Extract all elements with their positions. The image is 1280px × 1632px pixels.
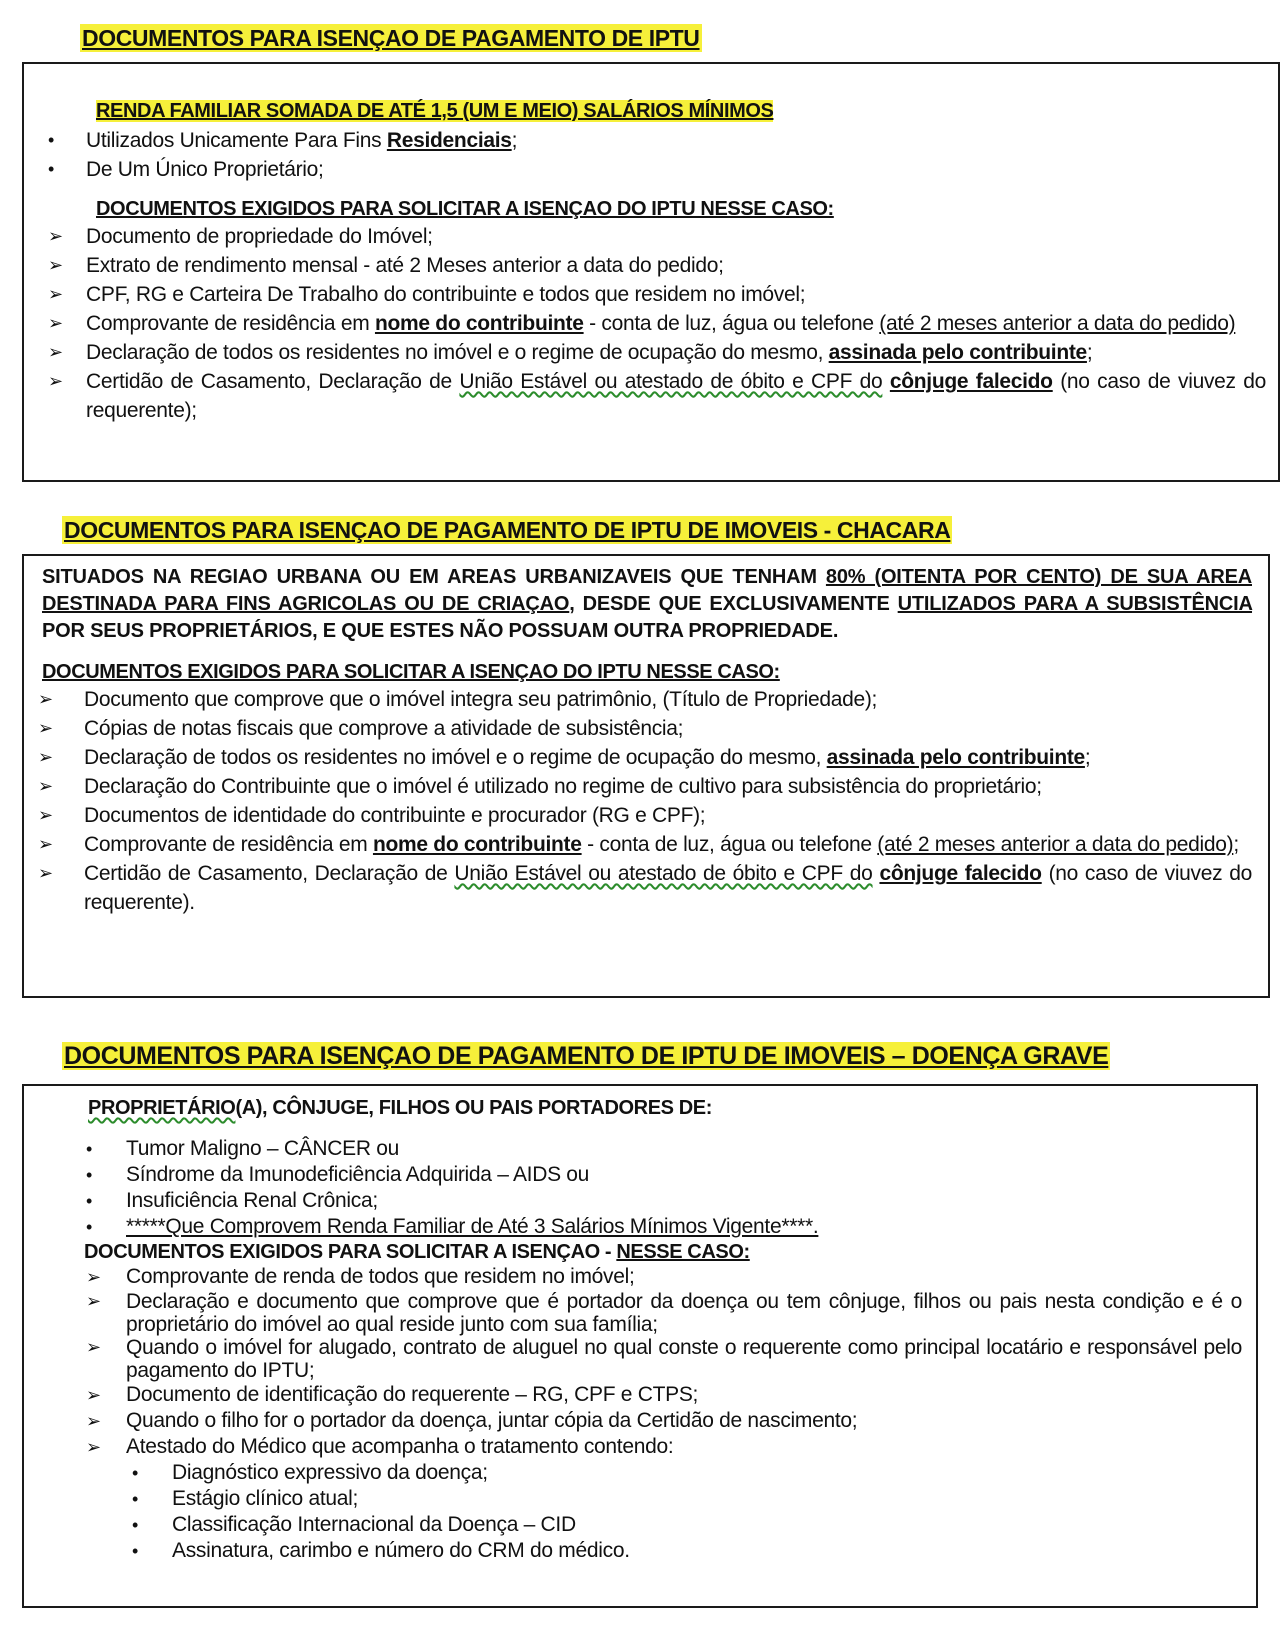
bullet-icon: • bbox=[132, 1463, 139, 1483]
list-item: • *****Que Comprovem Renda Familiar de Até 3 Salários Mínimos Vigente****. bbox=[86, 1215, 819, 1238]
list-item: • Classificação Internacional da Doença – CID bbox=[132, 1513, 576, 1536]
arrow-icon: ➢ bbox=[86, 1337, 101, 1357]
list-item: ➢ Comprovante de residência em nome do contribuinte - conta de luz, água ou telefone (até 2 meses anterior a data do pedido); bbox=[24, 830, 1252, 859]
section3-atestado-items bbox=[24, 1460, 1242, 1564]
list-item: ➢ Comprovante de residência em nome do contribuinte - conta de luz, água ou telefone (até 2 meses anterior a data do pedido) bbox=[36, 309, 1266, 338]
section2-title: DOCUMENTOS PARA ISENÇAO DE PAGAMENTO DE IPTU DE IMOVEIS - CHACARA bbox=[64, 517, 951, 543]
section3-conditions bbox=[24, 1136, 1242, 1240]
arrow-icon: ➢ bbox=[48, 226, 63, 246]
bullet-icon: • bbox=[86, 1139, 93, 1159]
arrow-icon: ➢ bbox=[38, 747, 53, 767]
arrow-icon: ➢ bbox=[86, 1291, 101, 1311]
list-item: ➢ Comprovante de renda de todos que residem no imóvel; bbox=[86, 1265, 635, 1288]
arrow-icon: ➢ bbox=[86, 1411, 101, 1431]
list-item: • Insuficiência Renal Crônica; bbox=[86, 1189, 378, 1212]
arrow-icon: ➢ bbox=[86, 1267, 101, 1287]
arrow-icon: ➢ bbox=[38, 776, 53, 796]
bullet-icon: • bbox=[86, 1217, 93, 1237]
list-item: ➢ CPF, RG e Carteira De Trabalho do contribuinte e todos que residem no imóvel; bbox=[36, 280, 1266, 309]
section1-subtitle: RENDA FAMILIAR SOMADA DE ATÉ 1,5 (UM E MEIO) SALÁRIOS MÍNIMOS bbox=[96, 100, 774, 122]
arrow-icon: ➢ bbox=[48, 284, 63, 304]
bullet-icon: • bbox=[132, 1541, 139, 1561]
arrow-icon: ➢ bbox=[38, 718, 53, 738]
section3-heading: PROPRIETÁRIO(A), CÔNJUGE, FILHOS OU PAIS PORTADORES DE: bbox=[88, 1097, 712, 1119]
arrow-icon: ➢ bbox=[48, 313, 63, 333]
section1-docs-heading: DOCUMENTOS EXIGIDOS PARA SOLICITAR A ISENÇAO DO IPTU NESSE CASO: bbox=[96, 198, 834, 220]
section2-box bbox=[22, 554, 1270, 998]
list-item: ➢ Extrato de rendimento mensal - até 2 Meses anterior a data do pedido; bbox=[36, 251, 1266, 280]
list-item: ➢ Certidão de Casamento, Declaração de União Estável ou atestado de óbito e CPF do cônjuge falecido (no caso de viuvez do requerente); bbox=[36, 367, 1266, 425]
list-item: ➢ Certidão de Casamento, Declaração de União Estável ou atestado de óbito e CPF do cônjuge falecido (no caso de viuvez do requerente). bbox=[24, 859, 1252, 917]
list-item: • Síndrome da Imunodeficiência Adquirida – AIDS ou bbox=[86, 1163, 590, 1186]
arrow-icon: ➢ bbox=[48, 371, 63, 391]
arrow-icon: ➢ bbox=[38, 689, 53, 709]
bullet-icon: • bbox=[86, 1165, 93, 1185]
section3-docs bbox=[24, 1264, 1242, 1460]
arrow-icon: ➢ bbox=[38, 863, 53, 883]
arrow-icon: ➢ bbox=[86, 1385, 101, 1405]
list-item: ➢ Documento de identificação do requerente – RG, CPF e CTPS; bbox=[86, 1383, 699, 1406]
section1-box bbox=[22, 62, 1280, 482]
arrow-icon: ➢ bbox=[38, 834, 53, 854]
section2-intro: SITUADOS NA REGIAO URBANA OU EM AREAS URBANIZAVEIS QUE TENHAM 80% (OITENTA POR CENTO) DE SUA AREA DESTINADA PARA FINS AGRICOLAS OU DE CRIAÇAO, DESDE QUE EXCLUSIVAMENTE UTILIZADOS PARA A SUBSISTÊNCIA POR SEUS PROPRIETÁRIOS, E QUE ESTES NÃO POSSUAM OUTRA PROPRIEDADE. bbox=[42, 566, 1253, 642]
list-item: ➢ Quando o filho for o portador da doença, juntar cópia da Certidão de nascimento; bbox=[86, 1409, 858, 1432]
list-item: ➢ Atestado do Médico que acompanha o tratamento contendo: bbox=[86, 1435, 674, 1458]
section1-docs bbox=[36, 222, 1266, 425]
section3-box bbox=[22, 1084, 1258, 1608]
list-item: ➢ Cópias de notas fiscais que comprove a atividade de subsistência; bbox=[24, 714, 1252, 743]
arrow-icon: ➢ bbox=[86, 1437, 101, 1457]
arrow-icon: ➢ bbox=[48, 342, 63, 362]
list-item: ➢ Declaração de todos os residentes no imóvel e o regime de ocupação do mesmo, assinada pelo contribuinte; bbox=[24, 743, 1252, 772]
bullet-icon: • bbox=[48, 159, 55, 179]
list-item: ➢ Documento de propriedade do Imóvel; bbox=[36, 222, 1266, 251]
section1-title: DOCUMENTOS PARA ISENÇAO DE PAGAMENTO DE IPTU bbox=[82, 25, 700, 51]
list-item: • Assinatura, carimbo e número do CRM do médico. bbox=[132, 1539, 630, 1562]
arrow-icon: ➢ bbox=[48, 255, 63, 275]
list-item: ➢ Declaração e documento que comprove que é portador da doença ou tem cônjuge, filhos ou pais nesta condição e é o proprietário do imóvel ao qual reside junto com sua família; bbox=[86, 1290, 1242, 1336]
bullet-icon: • bbox=[132, 1489, 139, 1509]
arrow-icon: ➢ bbox=[38, 805, 53, 825]
list-item: • Estágio clínico atual; bbox=[132, 1487, 359, 1510]
bullet-icon: • bbox=[86, 1191, 93, 1211]
list-item: • Utilizados Unicamente Para Fins Residenciais; bbox=[36, 126, 1266, 155]
section2-docs bbox=[24, 685, 1252, 917]
list-item: • Tumor Maligno – CÂNCER ou bbox=[86, 1137, 399, 1160]
bullet-icon: • bbox=[48, 130, 55, 150]
bullet-icon: • bbox=[132, 1515, 139, 1535]
list-item: • De Um Único Proprietário; bbox=[36, 155, 1266, 184]
list-item: • Diagnóstico expressivo da doença; bbox=[132, 1461, 488, 1484]
section1-conditions bbox=[36, 126, 1266, 184]
list-item: ➢ Documentos de identidade do contribuinte e procurador (RG e CPF); bbox=[24, 801, 1252, 830]
section2-docs-heading: DOCUMENTOS EXIGIDOS PARA SOLICITAR A ISENÇAO DO IPTU NESSE CASO: bbox=[42, 661, 780, 683]
section3-title: DOCUMENTOS PARA ISENÇAO DE PAGAMENTO DE IPTU DE IMOVEIS – DOENÇA GRAVE bbox=[64, 1042, 1109, 1070]
list-item: ➢ Declaração de todos os residentes no imóvel e o regime de ocupação do mesmo, assinada pelo contribuinte; bbox=[36, 338, 1266, 367]
list-item: ➢ Declaração do Contribuinte que o imóvel é utilizado no regime de cultivo para subsistência do proprietário; bbox=[24, 772, 1252, 801]
list-item: ➢ Documento que comprove que o imóvel integra seu patrimônio, (Título de Propriedade); bbox=[24, 685, 1252, 714]
section3-docs-heading: DOCUMENTOS EXIGIDOS PARA SOLICITAR A ISENÇAO - NESSE CASO: bbox=[84, 1241, 750, 1263]
list-item: ➢ Quando o imóvel for alugado, contrato de aluguel no qual conste o requerente como principal locatário e responsável pelo pagamento do IPTU; bbox=[86, 1336, 1242, 1382]
